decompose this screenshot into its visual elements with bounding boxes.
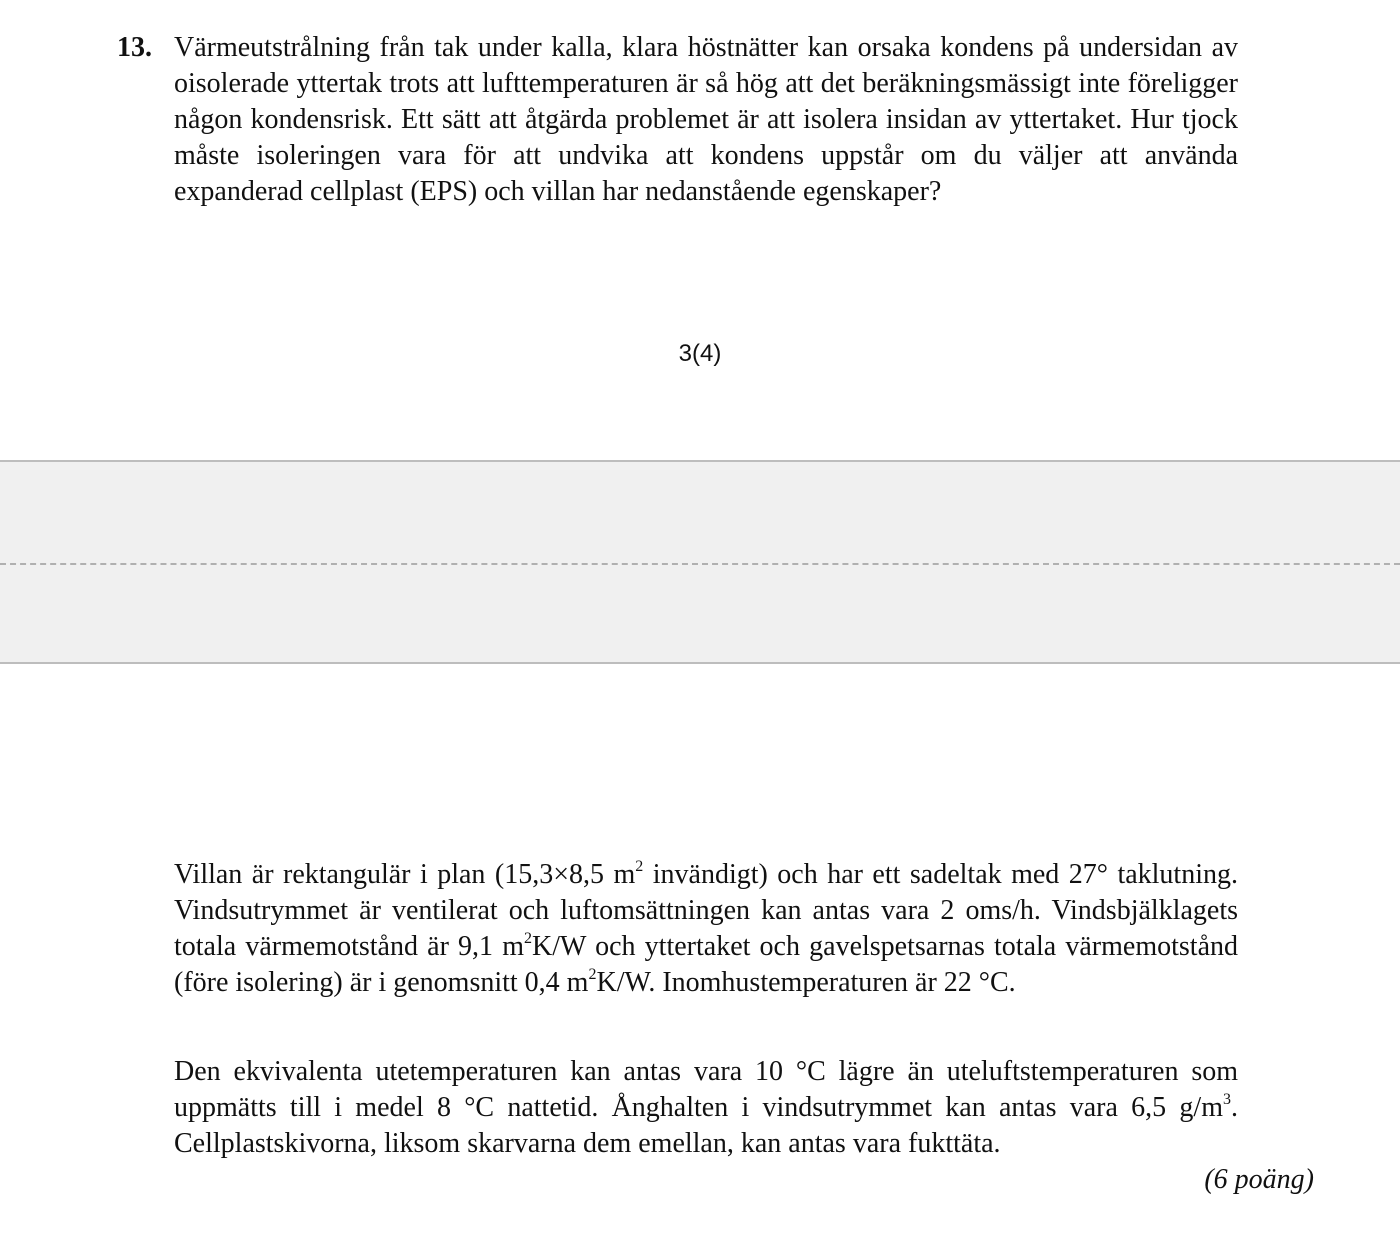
superscript: 2: [588, 966, 597, 983]
conditions-paragraph: [174, 1054, 1238, 1162]
text-segment: invändigt) och har ett sadeltak med 27° taklutning. Vindsutrymmet är ventilerat och luftomsättningen kan antas vara 2 oms/h. Vindsbjälklagets totala värmemotstånd är 9,1 m: [174, 859, 1238, 962]
question-number: 13.: [117, 32, 152, 63]
page-3: [0, 0, 1400, 461]
page-number: 3(4): [678, 340, 722, 367]
superscript: 2: [524, 930, 532, 947]
house-properties-paragraph: [174, 857, 1238, 1001]
text-segment: . Cellplastskivorna, liksom skarvarna dem emellan, kan antas vara fukttäta.: [174, 1092, 1238, 1159]
points-label: (6 poäng): [1204, 1164, 1314, 1195]
text-segment: Villan är rektangulär i plan (15,3×8,5 m: [174, 859, 636, 890]
page-break-divider: [0, 563, 1400, 565]
text-segment: Den ekvivalenta utetemperaturen kan antas vara 10 °C lägre än uteluftstemperaturen som uppmätts till i medel 8 °C nattetid. Ånghalten i vindsutrymmet kan antas vara 6,5 g/m: [174, 1056, 1238, 1123]
superscript: 2: [635, 858, 644, 875]
superscript: 3: [1223, 1091, 1231, 1108]
question-text: Värmeutstrålning från tak under kalla, klara höstnätter kan orsaka kondens på undersidan av oisolerade yttertak trots att lufttemperaturen är så hög att det beräkningsmässigt inte föreligger någon kondensrisk. Ett sätt att åtgärda problemet är att isolera insidan av yttertaket. Hur tjock måste isoleringen vara för att undvika att kondens uppstår om du väljer att använda expanderad cellplast (EPS) och villan har nedanstående egenskaper?: [174, 32, 1238, 207]
text-segment: K/W. Inomhustemperaturen är 22 °C.: [596, 967, 1016, 998]
text-segment: K/W och yttertaket och gavelspetsarnas totala värmemotstånd (före isolering) är i genomsnitt 0,4 m: [174, 931, 1238, 998]
page-gap: [0, 460, 1400, 664]
